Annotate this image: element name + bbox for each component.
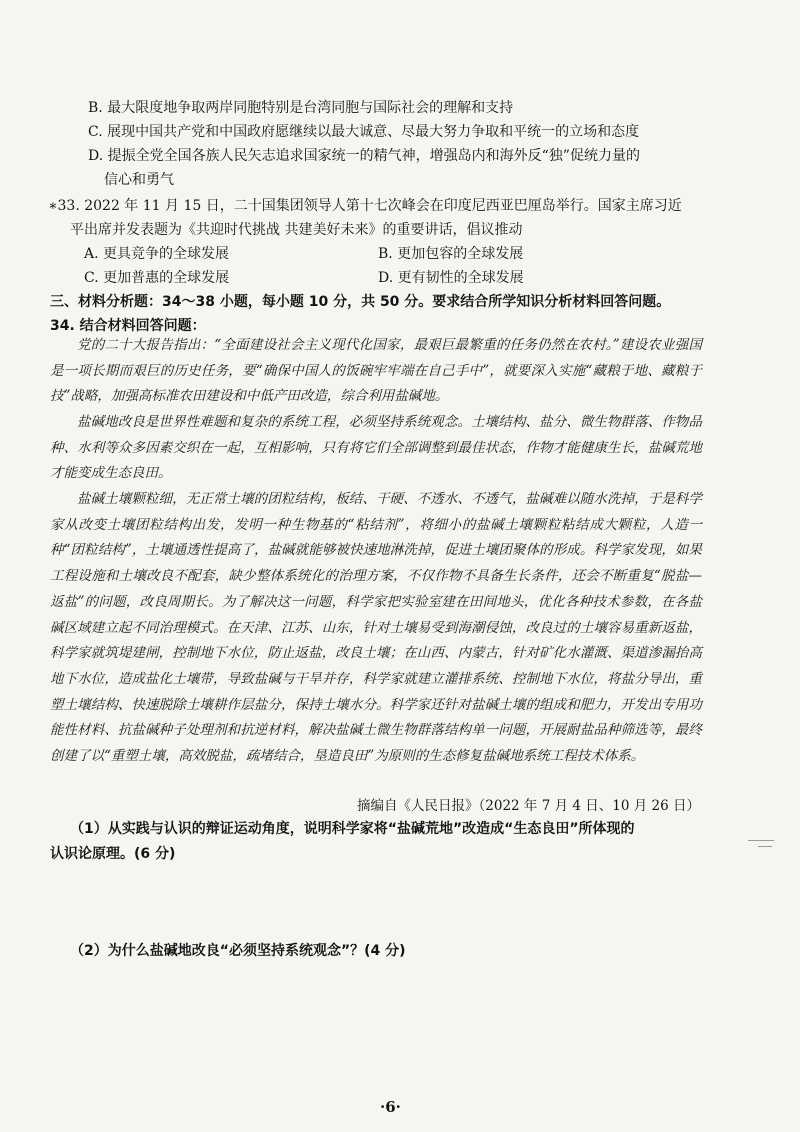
- section-3-heading: 三、材料分析题：34～38 小题，每小题 10 分，共 50 分。要求结合所学知识分析材料回答问题。: [50, 294, 671, 310]
- scan-artifact: [748, 840, 774, 841]
- q33-option-c: C. 更加普惠的全球发展: [84, 270, 230, 286]
- q33-option-b: B. 更加包容的全球发展: [378, 246, 524, 262]
- q32-option-b: B. 最大限度地争取两岸同胞特别是台湾同胞与国际社会的理解和支持: [88, 100, 514, 116]
- scan-artifact: [758, 846, 772, 847]
- q33-option-d: D. 更有韧性的全球发展: [378, 270, 524, 286]
- q33-stem-line2: 平出席并发表题为《共迎时代挑战 共建美好未来》的重要讲话，倡议推动: [70, 222, 523, 238]
- q33-stem-line1: ∗33. 2022 年 11 月 15 日，二十国集团领导人第十七次峰会在印度尼西亚巴厘岛举行。国家主席习近: [48, 198, 682, 214]
- q32-option-c: C. 展现中国共产党和中国政府愿继续以最大诚意、尽最大努力争取和平统一的立场和态度: [88, 124, 640, 140]
- q34-title: 34. 结合材料回答问题：: [50, 318, 206, 334]
- q32-option-d: D. 提振全党全国各族人民矢志追求国家统一的精气神，增强岛内和海外反“独”促统力量的: [88, 148, 640, 164]
- sub-question-2: （2）为什么盐碱地改良“必须坚持系统观念”？(4 分): [70, 943, 406, 959]
- sub-question-1-line1: （1）从实践与认识的辩证运动角度，说明科学家将“盐碱荒地”改造成“生态良田”所体现的: [70, 821, 635, 837]
- material-paragraph-3: 盐碱土壤颗粒细，无正常土壤的团粒结构，板结、干硬、不透水、不透气，盐碱难以随水洗掉，于是科学家从改变土壤团粒结构出发，发明一种生物基的“粘结剂”，将细小的盐碱土壤颗粒粘结成大颗粒，人造一种“团粒结构”，土壤通透性提高了，盐碱就能够被快速地淋洗掉，促进土壤团聚体的形成。科学家发现，如果工程设施和土壤改良不配套，缺少整体系统化的治理方案，不仅作物不具备生长条件，还会不断重复“脱盐—返盐”的问题，改良周期长。为了解决这一问题，科学家把实验室建在田间地头，优化各种技术参数，在各盐碱区域建立起不同治理模式。在天津、江苏、山东，针对土壤易受到海潮侵蚀，改良过的土壤容易重新返盐，科学家就筑堤建闸，控制地下水位，防止返盐，改良土壤；在山西、内蒙古，针对矿化水灌溉、渠道渗漏抬高地下水位，造成盐化土壤带，导致盐碱与干旱并存，科学家就建立灌排系统、控制地下水位，将盐分导出，重塑土壤结构、快速脱除土壤耕作层盐分，保持土壤水分。科学家还针对盐碱土壤的组成和肥力，开发出专用功能性材料、抗盐碱种子处理剂和抗逆材料，解决盐碱土微生物群落结构单一问题，开展耐盐品种筛选等，最终创建了以“重塑土壤，高效脱盐，疏堵结合，垦造良田”为原则的生态修复盐碱地系统工程技术体系。: [50, 491, 702, 765]
- material-paragraph-2: 盐碱地改良是世界性难题和复杂的系统工程，必须坚持系统观念。土壤结构、盐分、微生物群落、作物品种、水利等众多因素交织在一起，互相影响，只有将它们全部调整到最佳状态，作物才能健康生长，盐碱荒地才能变成生态良田。: [50, 414, 702, 482]
- material-source: 摘编自《人民日报》（2022 年 7 月 4 日、10 月 26 日）: [357, 798, 700, 814]
- sub-question-1-line2: 认识论原理。(6 分): [50, 846, 176, 862]
- material-paragraph-1: 党的二十大报告指出：“全面建设社会主义现代化国家，最艰巨最繁重的任务仍然在农村。”建设农业强国是一项长期而艰巨的历史任务，要“确保中国人的饭碗牢牢端在自己手中”，就要深入实施“藏粮于地、藏粮于技”战略，加强高标准农田建设和中低产田改造，综合利用盐碱地。: [50, 337, 702, 405]
- q32-option-d-continued: 信心和勇气: [104, 172, 174, 188]
- q33-option-a: A. 更具竞争的全球发展: [84, 246, 230, 262]
- page-number: ·6·: [380, 1098, 401, 1116]
